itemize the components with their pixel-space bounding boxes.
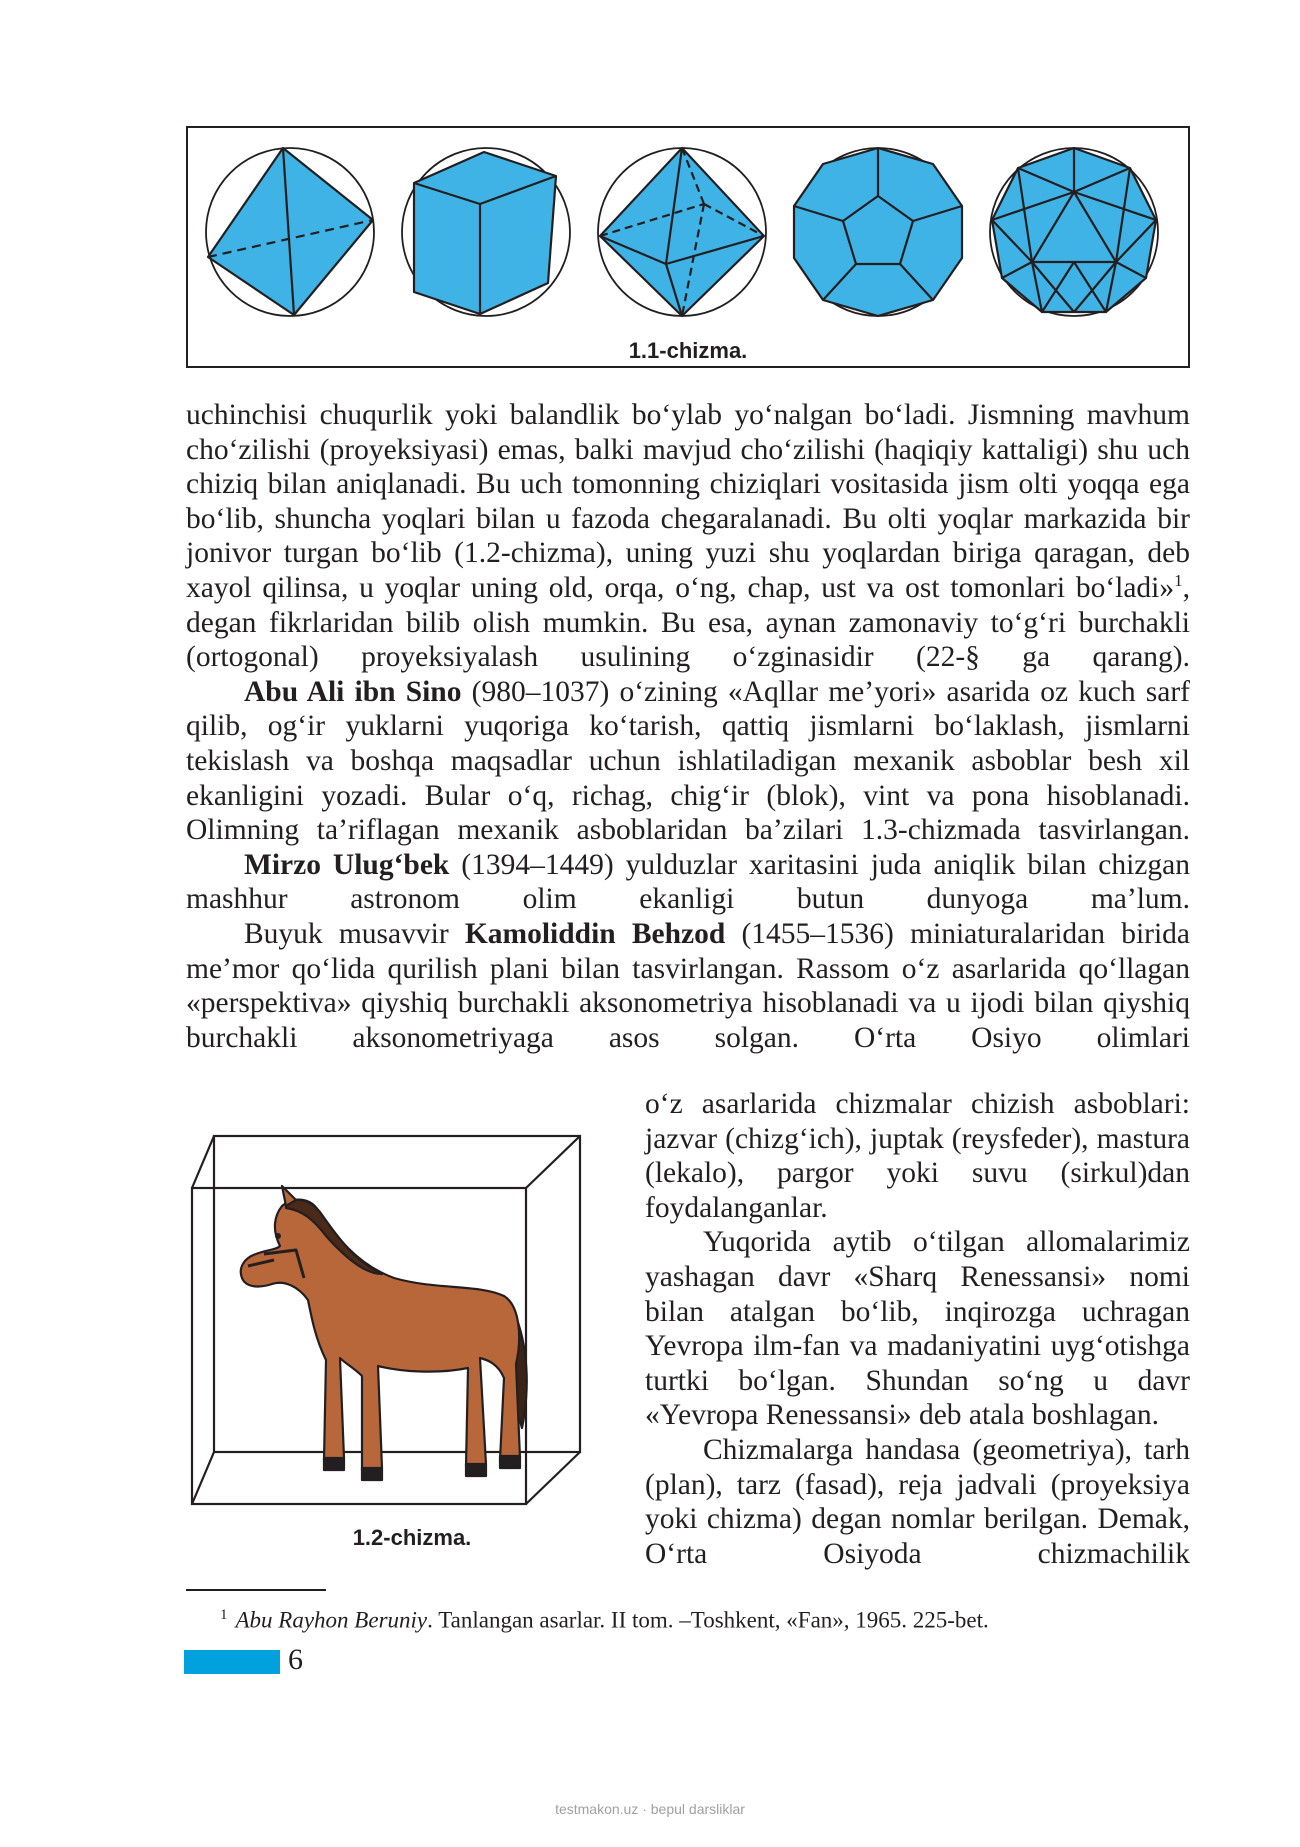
paragraph-ibn-sino-text: (980–1037) o‘zining «Aqllar me’yori» asarida oz kuch sarf qilib, og‘ir yuklarni yuqoriga ko‘tarish, qattiq jismlarni bo‘laklash, jismlarni tekislash va boshqa maqsadlar uchun ishlatiladigan mexanik asboblar besh xil ekanligini yozadi. Bular o‘q, richag, chig‘ir (blok), vint va pona hisoblanadi. Olimning ta’riflagan mexanik asboblaridan ba’zilari 1.3-chizmada tasvirlangan. [186, 675, 1190, 847]
paragraph-side-3: Chizmalarga handasa (geometriya), tarh (plan), tarz (fasad), reja jadvali (proyeksiya yoki chizma) degan nomlar berilgan. Demak, O‘rta Osiyoda chizmachilik [645, 1433, 1190, 1570]
horse-icon [241, 1186, 527, 1480]
paragraph-1 [186, 398, 1190, 675]
side-text-column [645, 1087, 1190, 1571]
footnote-divider [186, 1589, 326, 1591]
paragraph-behzod [186, 917, 1190, 1055]
footnote-text: . Tanlangan asarlar. II tom. –Toshkent, «Fan», 1965. 225-bet. [427, 1607, 989, 1633]
paragraph-1-text: uchinchisi chuqurlik yoki balandlik bo‘ylab yo‘nalgan bo‘ladi. Jismning mavhum cho‘zilishi (proyeksiyasi) emas, balki mavjud cho‘zilishi (haqiqiy kattaligi) shu uch chiziq bilan aniqlanadi. Bu uch tomonning chiziqlari vositasida jism olti yoqqa ega bo‘lib, shuncha yoqlari bilan u fazoda chegaralanadi. Bu olti yoqlar markazida bir jonivor turgan bo‘lib (1.2-chizma), uning yuzi shu yoqlardan biriga qaragan, deb xayol qilinsa, u yoqlar uning old, orqa, o‘ng, chap, ust va ost tomonlari bo‘ladi» [186, 399, 1190, 604]
octahedron-icon [598, 148, 766, 316]
platonic-solids-drawing [188, 128, 1188, 366]
paragraph-behzod-lead: Buyuk musavvir [244, 917, 465, 950]
footnote [220, 1600, 989, 1636]
cube-icon [402, 148, 570, 316]
dodecahedron-icon [794, 148, 962, 316]
footnote-mark: 1 [220, 1607, 228, 1623]
name-ibn-sino: Abu Ali ibn Sino [244, 675, 462, 708]
figure-horse-in-box [186, 1128, 616, 1518]
paragraph-behzod-text: (1455–1536) miniaturalaridan birida me’mor qo‘lida qurilish plani bilan tasvirlangan. Rassom o‘z asarlarida qo‘llagan «perspektiva» qiyshiq burchakli aksonometriya hisoblanadi va u ijodi bilan qiyshiq burchakli aksonometriyaga asos solgan. O‘rta Osiyo olimlari [186, 917, 1191, 1054]
paragraph-ibn-sino [186, 675, 1190, 848]
paragraph-side-2: Yuqorida aytib o‘tilgan allomalarimiz yashagan davr «Sharq Renessansi» nomi bilan atalgan bo‘lib, inqirozga uchragan Yevropa ilm-fan va madaniyatini uyg‘otishga turtki bo‘lgan. Shundan so‘ng u davr «Yevropa Renessansi» deb atala boshlagan. [645, 1226, 1190, 1432]
main-text-column [186, 398, 1190, 1055]
page-number: 6 [288, 1643, 303, 1676]
paragraph-1-tail: , degan fikrlaridan bilib olish mumkin. Bu esa, aynan zamonaviy to‘g‘ri burchakli (ortogonal) proyeksiyalash usulining o‘zginasidir (22-§ ga qarang). [186, 571, 1190, 674]
footnote-author: Abu Rayhon Beruniy [235, 1607, 428, 1633]
figure-platonic-solids [186, 126, 1190, 368]
name-behzod: Kamoliddin Behzod [464, 917, 726, 950]
name-ulugbek: Mirzo Ulug‘bek [244, 848, 450, 881]
paragraph-side-1: o‘z asarlarida chizmalar chizish asboblari: jazvar (chizg‘ich), juptak (reysfeder), mastura (lekalo), pargor yoki suvu (sirkul)dan foydalanganlar. [645, 1088, 1190, 1224]
page-number-bar [184, 1650, 280, 1674]
footnote-reference: 1 [1174, 571, 1183, 591]
figure-caption-1-1: 1.1-chizma. [628, 338, 748, 363]
figure-caption-1-2: 1.2-chizma. [352, 1525, 472, 1550]
watermark: testmakon.uz · bepul darsliklar [555, 1801, 745, 1817]
paragraph-ulugbek [186, 848, 1190, 917]
icosahedron-icon [990, 148, 1158, 316]
paragraph-ulugbek-text: (1394–1449) yulduzlar xaritasini juda aniqlik bilan chizgan mashhur astronom olim ekanligi butun dunyoga ma’lum. [186, 848, 1190, 916]
tetrahedron-icon [206, 148, 374, 316]
